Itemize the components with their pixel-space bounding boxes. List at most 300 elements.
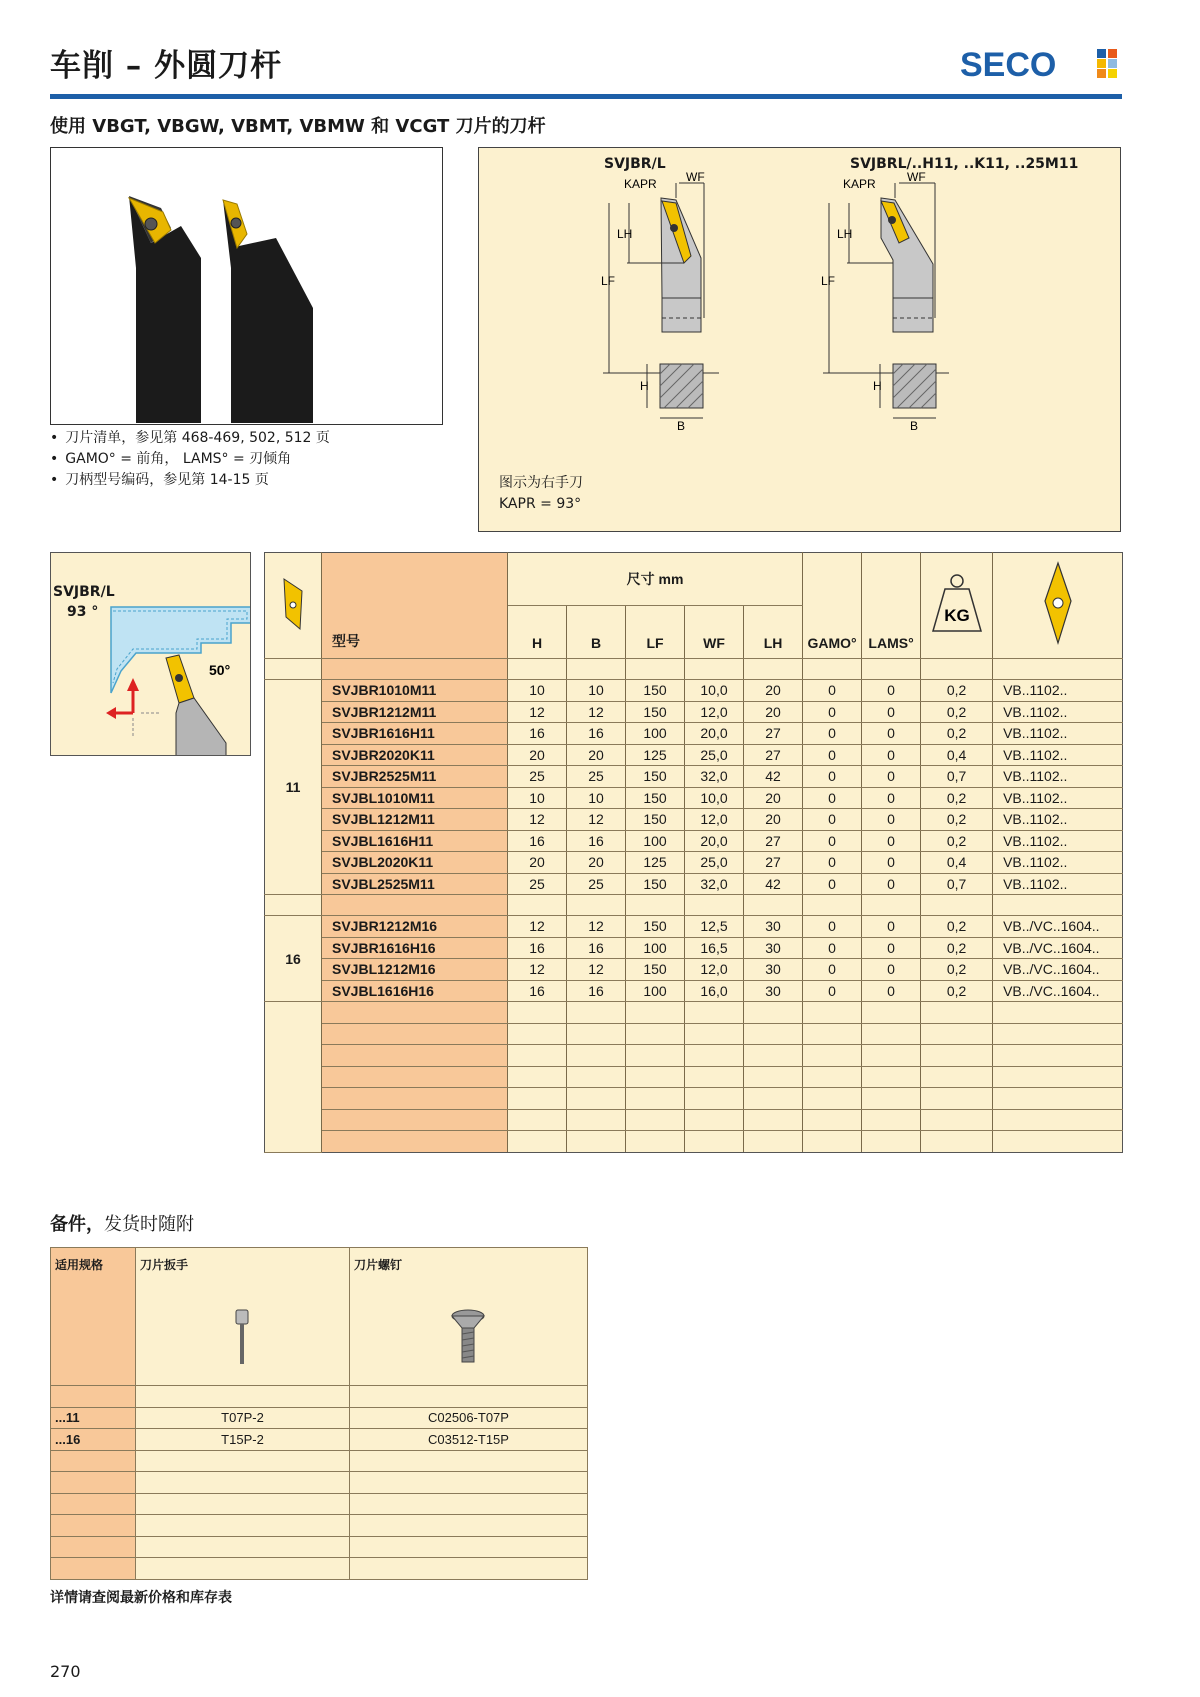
- diagram-left-title: SVJBR/L: [604, 156, 666, 172]
- page-number: 270: [50, 1662, 81, 1681]
- table-cell: [921, 1002, 993, 1024]
- b-value: 25: [567, 873, 626, 895]
- insert-value: VB..1102..: [993, 852, 1123, 874]
- lh-header: LH: [744, 606, 803, 659]
- lams-value: 0: [862, 916, 921, 938]
- screw-icon: [450, 1308, 486, 1366]
- table-cell: [51, 1450, 136, 1472]
- acc-size-header: 适用规格: [51, 1248, 136, 1386]
- h-value: 12: [508, 701, 567, 723]
- table-row: [265, 701, 1123, 723]
- weight-value: 0,7: [921, 873, 993, 895]
- type-code: SVJBR1212M11: [322, 701, 508, 723]
- table-cell: [508, 1002, 567, 1024]
- lf-value: 100: [626, 830, 685, 852]
- table-cell: [685, 1088, 744, 1110]
- table-cell: [993, 895, 1123, 916]
- application-angle: 93 °: [67, 604, 99, 620]
- gamo-value: 0: [803, 723, 862, 745]
- table-cell: [744, 1023, 803, 1045]
- table-cell: [803, 1131, 862, 1153]
- h-value: 16: [508, 830, 567, 852]
- table-cell: [685, 659, 744, 680]
- table-cell: [508, 1109, 567, 1131]
- table-empty-row: [265, 1131, 1123, 1153]
- table-spacer-row: [265, 659, 1123, 680]
- table-cell: [51, 1536, 136, 1558]
- accessories-title-rest: 发货时随附: [104, 1214, 194, 1235]
- acc-key: T07P-2: [136, 1407, 350, 1429]
- table-cell: [685, 1066, 744, 1088]
- svg-text:KAPR: KAPR: [843, 177, 876, 191]
- type-code: SVJBL1010M11: [322, 787, 508, 809]
- table-cell: [136, 1536, 350, 1558]
- table-cell: [567, 1088, 626, 1110]
- table-cell: [567, 1023, 626, 1045]
- gamo-value: 0: [803, 959, 862, 981]
- lh-value: 20: [744, 701, 803, 723]
- table-cell: [626, 1002, 685, 1024]
- lams-header: LAMS°: [862, 553, 921, 659]
- h-value: 16: [508, 937, 567, 959]
- svg-text:LF: LF: [601, 274, 616, 288]
- h-value: 20: [508, 852, 567, 874]
- table-cell: [744, 1088, 803, 1110]
- lams-value: 0: [862, 701, 921, 723]
- svg-text:50°: 50°: [209, 662, 231, 678]
- type-code: SVJBR1010M11: [322, 680, 508, 702]
- weight-value: 0,2: [921, 830, 993, 852]
- insert-value: VB../VC..1604..: [993, 937, 1123, 959]
- wf-value: 12,5: [685, 916, 744, 938]
- dimensions-header: 尺寸 mm: [508, 553, 803, 606]
- table-cell: [803, 1066, 862, 1088]
- acc-empty-row: [51, 1493, 588, 1515]
- lh-value: 42: [744, 873, 803, 895]
- wf-value: 20,0: [685, 830, 744, 852]
- type-code: SVJBL2020K11: [322, 852, 508, 874]
- acc-key-header: [136, 1248, 350, 1386]
- group-size-cell: 16: [265, 916, 322, 1002]
- table-cell: [350, 1472, 588, 1494]
- wf-value: 20,0: [685, 723, 744, 745]
- application-diagram: [50, 552, 251, 756]
- table-empty-row: [265, 1066, 1123, 1088]
- table-cell: [862, 1023, 921, 1045]
- svg-text:WF: WF: [907, 170, 926, 184]
- table-cell: [567, 1002, 626, 1024]
- insert-value: VB..1102..: [993, 830, 1123, 852]
- table-cell: [744, 1066, 803, 1088]
- table-cell: [51, 1558, 136, 1580]
- svg-text:WF: WF: [686, 170, 705, 184]
- lams-value: 0: [862, 959, 921, 981]
- acc-empty-row: [51, 1450, 588, 1472]
- lf-value: 150: [626, 916, 685, 938]
- table-row: [265, 680, 1123, 702]
- table-cell: [626, 1045, 685, 1067]
- lh-value: 27: [744, 723, 803, 745]
- acc-empty-row: [51, 1472, 588, 1494]
- table-empty-row: [265, 1023, 1123, 1045]
- table-cell: [921, 1045, 993, 1067]
- b-value: 10: [567, 680, 626, 702]
- table-cell: [744, 659, 803, 680]
- type-code: SVJBL1212M11: [322, 809, 508, 831]
- gamo-value: 0: [803, 766, 862, 788]
- seco-logo: [960, 46, 1120, 80]
- weight-value: 0,4: [921, 852, 993, 874]
- table-cell: [265, 659, 322, 680]
- table-row: [265, 980, 1123, 1002]
- gamo-value: 0: [803, 852, 862, 874]
- table-row: [265, 852, 1123, 874]
- table-cell: [626, 1066, 685, 1088]
- acc-size: ...16: [51, 1429, 136, 1451]
- table-cell: [508, 1045, 567, 1067]
- svg-text:KAPR: KAPR: [624, 177, 657, 191]
- lh-value: 20: [744, 680, 803, 702]
- b-value: 12: [567, 916, 626, 938]
- table-cell: [803, 1023, 862, 1045]
- table-cell: [626, 1023, 685, 1045]
- diagram-note-kapr: KAPR = 93°: [499, 496, 582, 512]
- table-cell: [322, 1066, 508, 1088]
- table-cell: [921, 1088, 993, 1110]
- wf-value: 32,0: [685, 873, 744, 895]
- h-value: 10: [508, 787, 567, 809]
- table-cell: [322, 659, 508, 680]
- lams-value: 0: [862, 937, 921, 959]
- table-cell: [744, 1131, 803, 1153]
- b-value: 20: [567, 744, 626, 766]
- table-cell: [685, 895, 744, 916]
- lf-value: 150: [626, 809, 685, 831]
- table-cell: [51, 1472, 136, 1494]
- key-icon: [233, 1308, 253, 1366]
- gamo-value: 0: [803, 830, 862, 852]
- svg-text:KG: KG: [943, 606, 970, 625]
- table-cell: [136, 1450, 350, 1472]
- table-cell: [567, 1131, 626, 1153]
- application-drawing: [51, 553, 251, 756]
- table-empty-row: [265, 1088, 1123, 1110]
- accessories-table: [50, 1247, 588, 1580]
- b-value: 20: [567, 852, 626, 874]
- h-value: 20: [508, 744, 567, 766]
- brand-wordmark: SECO: [960, 46, 1057, 80]
- table-cell: [322, 1088, 508, 1110]
- wf-value: 25,0: [685, 852, 744, 874]
- table-cell: [322, 1002, 508, 1024]
- table-cell: [993, 1023, 1123, 1045]
- insert-value: VB..1102..: [993, 787, 1123, 809]
- table-cell: [862, 659, 921, 680]
- type-code: SVJBL2525M11: [322, 873, 508, 895]
- weight-value: 0,4: [921, 744, 993, 766]
- table-cell: [921, 1066, 993, 1088]
- wf-value: 16,0: [685, 980, 744, 1002]
- wf-value: 10,0: [685, 680, 744, 702]
- lams-value: 0: [862, 809, 921, 831]
- lh-value: 27: [744, 852, 803, 874]
- table-cell: [862, 1131, 921, 1153]
- note-item: • GAMO° = 前角， LAMS° = 刃倾角: [50, 449, 330, 470]
- weight-header: [921, 553, 993, 659]
- table-cell: [685, 1109, 744, 1131]
- gamo-value: 0: [803, 680, 862, 702]
- type-code: SVJBR2020K11: [322, 744, 508, 766]
- wf-value: 16,5: [685, 937, 744, 959]
- table-cell: [862, 1088, 921, 1110]
- table-cell: [322, 1109, 508, 1131]
- lf-value: 125: [626, 852, 685, 874]
- dimension-drawing: [479, 168, 1119, 488]
- table-cell: [993, 1066, 1123, 1088]
- table-cell: [51, 1493, 136, 1515]
- table-cell: [685, 1023, 744, 1045]
- dimension-diagram-panel: [478, 147, 1121, 532]
- wf-value: 32,0: [685, 766, 744, 788]
- table-cell: [862, 1066, 921, 1088]
- type-code: SVJBR1212M16: [322, 916, 508, 938]
- diagram-note-hand: 图示为右手刀: [499, 475, 583, 491]
- table-cell: [136, 1558, 350, 1580]
- table-cell: [350, 1515, 588, 1537]
- product-table: [264, 552, 1123, 1153]
- lams-value: 0: [862, 723, 921, 745]
- insert-value: VB../VC..1604..: [993, 959, 1123, 981]
- wf-value: 12,0: [685, 701, 744, 723]
- type-code: SVJBL1616H16: [322, 980, 508, 1002]
- acc-screw-header: [350, 1248, 588, 1386]
- table-row: [265, 723, 1123, 745]
- insert-value: VB..1102..: [993, 680, 1123, 702]
- weight-value: 0,2: [921, 980, 993, 1002]
- table-cell: [508, 1131, 567, 1153]
- weight-value: 0,2: [921, 701, 993, 723]
- weight-value: 0,2: [921, 959, 993, 981]
- gamo-value: 0: [803, 809, 862, 831]
- table-empty-row: [265, 1002, 1123, 1024]
- insert-value: VB..1102..: [993, 723, 1123, 745]
- gamo-value: 0: [803, 873, 862, 895]
- insert-value: VB..1102..: [993, 766, 1123, 788]
- lf-value: 125: [626, 744, 685, 766]
- lams-value: 0: [862, 980, 921, 1002]
- note-item: • 刀片清单，参见第 468-469, 502, 512 页: [50, 428, 330, 449]
- table-cell: [862, 1045, 921, 1067]
- table-cell: [567, 1045, 626, 1067]
- lams-value: 0: [862, 680, 921, 702]
- table-cell: [803, 1002, 862, 1024]
- table-empty-row: [265, 1045, 1123, 1067]
- table-row: [265, 787, 1123, 809]
- table-row: [265, 937, 1123, 959]
- insert-value: VB..1102..: [993, 873, 1123, 895]
- type-header: 型号: [322, 553, 508, 659]
- b-value: 16: [567, 980, 626, 1002]
- table-row: [265, 959, 1123, 981]
- table-cell: [626, 1131, 685, 1153]
- insert-value: VB..1102..: [993, 701, 1123, 723]
- table-cell: [993, 1088, 1123, 1110]
- lh-value: 42: [744, 766, 803, 788]
- gamo-value: 0: [803, 744, 862, 766]
- table-cell: [350, 1450, 588, 1472]
- lh-value: 30: [744, 916, 803, 938]
- type-code: SVJBR1616H11: [322, 723, 508, 745]
- table-cell: [322, 1023, 508, 1045]
- lf-value: 100: [626, 723, 685, 745]
- table-cell: [921, 895, 993, 916]
- gamo-value: 0: [803, 916, 862, 938]
- h-value: 12: [508, 959, 567, 981]
- svg-text:H: H: [873, 379, 882, 393]
- gamo-value: 0: [803, 980, 862, 1002]
- gamo-header: GAMO°: [803, 553, 862, 659]
- b-value: 12: [567, 809, 626, 831]
- svg-text:B: B: [677, 419, 686, 433]
- table-cell: [862, 1109, 921, 1131]
- table-cell: [921, 1109, 993, 1131]
- lh-value: 27: [744, 744, 803, 766]
- h-value: 25: [508, 766, 567, 788]
- application-type: SVJBR/L: [53, 584, 115, 600]
- lams-value: 0: [862, 744, 921, 766]
- weight-value: 0,2: [921, 723, 993, 745]
- gamo-value: 0: [803, 787, 862, 809]
- b-value: 12: [567, 959, 626, 981]
- table-row: [265, 873, 1123, 895]
- table-cell: [685, 1131, 744, 1153]
- h-value: 10: [508, 680, 567, 702]
- lf-value: 100: [626, 980, 685, 1002]
- b-value: 25: [567, 766, 626, 788]
- table-cell: [803, 1045, 862, 1067]
- table-spacer-row: [265, 895, 1123, 916]
- type-code: SVJBR1616H16: [322, 937, 508, 959]
- notes-list: [50, 428, 330, 491]
- table-empty-row: [265, 1109, 1123, 1131]
- table-cell: [265, 895, 322, 916]
- svg-text:B: B: [910, 419, 919, 433]
- lh-value: 20: [744, 787, 803, 809]
- h-header: H: [508, 606, 567, 659]
- table-cell: [350, 1493, 588, 1515]
- table-row: [265, 830, 1123, 852]
- wf-value: 12,0: [685, 809, 744, 831]
- lh-value: 27: [744, 830, 803, 852]
- table-row: [265, 809, 1123, 831]
- table-cell: [508, 1088, 567, 1110]
- toolholder-photo: [50, 147, 443, 425]
- insert-value: VB../VC..1604..: [993, 916, 1123, 938]
- table-cell: [921, 659, 993, 680]
- acc-key: T15P-2: [136, 1429, 350, 1451]
- accessories-title: [50, 1210, 194, 1236]
- table-cell: [136, 1515, 350, 1537]
- table-row: [265, 744, 1123, 766]
- diagram-note: [499, 473, 583, 515]
- insert-icon: [1041, 559, 1075, 649]
- weight-value: 0,2: [921, 916, 993, 938]
- lf-header: LF: [626, 606, 685, 659]
- lf-value: 150: [626, 959, 685, 981]
- b-value: 10: [567, 787, 626, 809]
- gamo-value: 0: [803, 937, 862, 959]
- wf-value: 25,0: [685, 744, 744, 766]
- table-cell: [350, 1558, 588, 1580]
- table-cell: [744, 1002, 803, 1024]
- table-row: [265, 766, 1123, 788]
- b-value: 16: [567, 723, 626, 745]
- table-cell: [862, 1002, 921, 1024]
- h-value: 16: [508, 980, 567, 1002]
- table-row: [265, 916, 1123, 938]
- weight-value: 0,7: [921, 766, 993, 788]
- table-cell: [508, 1066, 567, 1088]
- table-cell: [803, 1088, 862, 1110]
- svg-text:LH: LH: [837, 227, 853, 241]
- acc-empty-row: [51, 1386, 588, 1408]
- lf-value: 100: [626, 937, 685, 959]
- lh-value: 30: [744, 937, 803, 959]
- table-cell: [136, 1472, 350, 1494]
- acc-row: [51, 1407, 588, 1429]
- insert-shape-header: [265, 553, 322, 659]
- table-cell: [265, 1002, 322, 1153]
- lf-value: 150: [626, 766, 685, 788]
- table-cell: [921, 1023, 993, 1045]
- wf-value: 10,0: [685, 787, 744, 809]
- lams-value: 0: [862, 787, 921, 809]
- table-cell: [744, 1109, 803, 1131]
- lams-value: 0: [862, 766, 921, 788]
- table-cell: [508, 895, 567, 916]
- table-cell: [350, 1536, 588, 1558]
- lh-value: 30: [744, 959, 803, 981]
- lh-value: 30: [744, 980, 803, 1002]
- wf-header: WF: [685, 606, 744, 659]
- accessories-title-bold: 备件，: [50, 1214, 104, 1235]
- table-cell: [803, 895, 862, 916]
- table-cell: [993, 659, 1123, 680]
- table-cell: [993, 1131, 1123, 1153]
- table-cell: [136, 1386, 350, 1408]
- b-value: 12: [567, 701, 626, 723]
- section-subtitle: 使用 VBGT, VBGW, VBMT, VBMW 和 VCGT 刀片的刀杆: [50, 116, 546, 137]
- right-holder-drawing: [821, 170, 949, 433]
- table-cell: [567, 1066, 626, 1088]
- table-cell: [744, 895, 803, 916]
- table-cell: [567, 1109, 626, 1131]
- weight-icon: [929, 569, 985, 639]
- b-value: 16: [567, 830, 626, 852]
- acc-row: [51, 1429, 588, 1451]
- table-cell: [626, 1088, 685, 1110]
- table-cell: [322, 1045, 508, 1067]
- type-code: SVJBL1212M16: [322, 959, 508, 981]
- note-item: • 刀柄型号编码，参见第 14-15 页: [50, 470, 330, 491]
- left-holder-drawing: [601, 170, 719, 433]
- table-cell: [51, 1515, 136, 1537]
- type-code: SVJBR2525M11: [322, 766, 508, 788]
- svg-text:LH: LH: [617, 227, 633, 241]
- b-header: B: [567, 606, 626, 659]
- table-cell: [993, 1002, 1123, 1024]
- lf-value: 150: [626, 701, 685, 723]
